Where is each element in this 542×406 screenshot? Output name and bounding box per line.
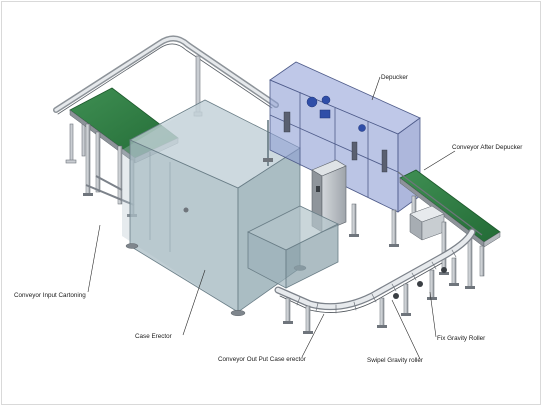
label-conveyor-after-depucker: Conveyor After Depucker	[452, 144, 523, 151]
label-swivel-gravity-roller: Swipel Gravity roller	[367, 357, 423, 364]
label-fix-gravity-roller: Fix Gravity Roller	[437, 335, 486, 342]
label-conveyor-output-case-erector: Conveyor Out Put Case erector	[218, 356, 306, 363]
label-conveyor-input-cartoning: Conveyor Input Cartoning	[14, 292, 86, 299]
label-depucker: Depucker	[381, 74, 408, 81]
label-case-erector: Case Erector	[135, 333, 172, 340]
